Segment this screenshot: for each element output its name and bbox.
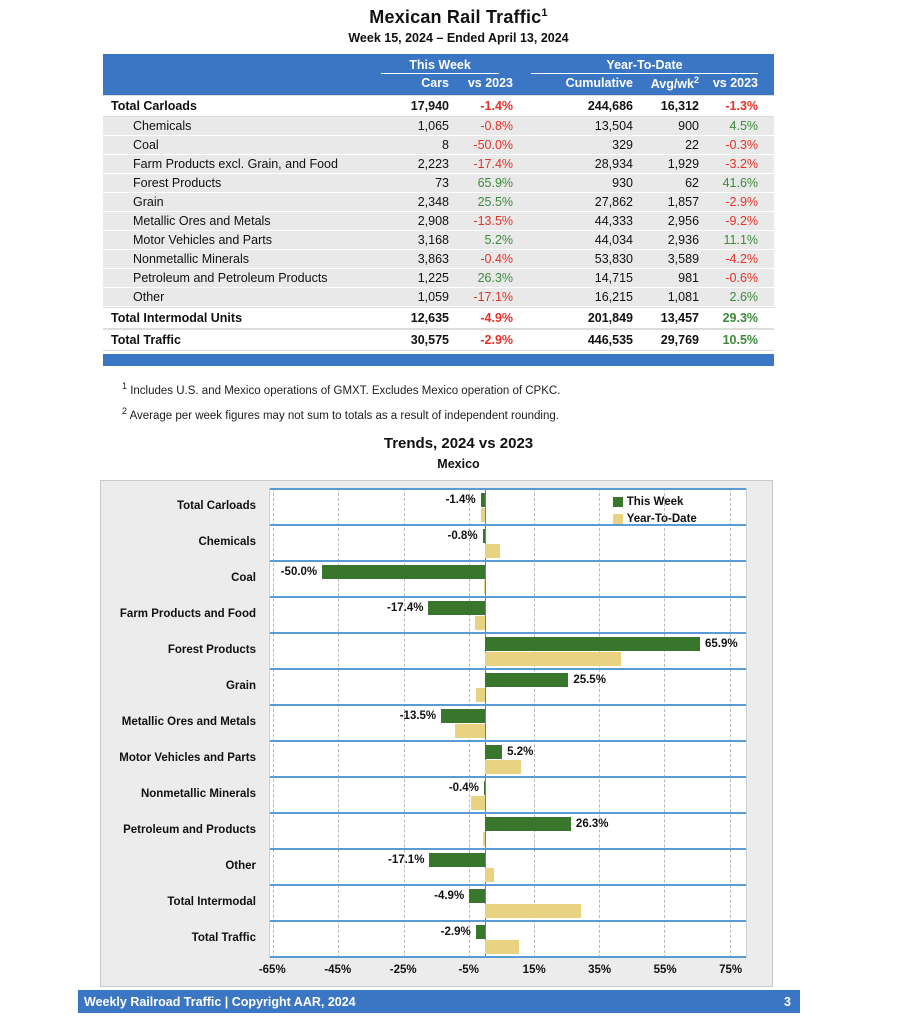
category-label: Forest Products (167, 643, 256, 656)
cars-value: 2,348 (365, 193, 451, 212)
col-header-cars: Cars (365, 74, 451, 95)
cumulative-value: 329 (515, 136, 635, 155)
table-row (103, 269, 774, 288)
gridline (273, 488, 274, 958)
cars-vs-2023-value: 65.9% (451, 174, 515, 193)
cars-vs-2023-value: -1.4% (451, 95, 515, 117)
cars-vs-2023-value: -17.1% (451, 288, 515, 307)
chart-titles (0, 435, 917, 471)
band-separator (270, 956, 746, 958)
trends-chart (100, 480, 773, 987)
bar-value-label: -2.9% (440, 925, 471, 938)
bar-value-label: -50.0% (280, 565, 318, 578)
table-row (103, 136, 774, 155)
col-header-cumulative: Cumulative (515, 74, 635, 95)
avg-per-week-value: 13,457 (635, 307, 701, 329)
bar-value-label: 65.9% (705, 637, 738, 650)
row-label: Grain (103, 193, 365, 212)
avg-per-week-value: 2,956 (635, 212, 701, 231)
cars-value: 2,908 (365, 212, 451, 231)
ytd-vs-2023-value: -4.2% (701, 250, 774, 269)
band-separator (270, 596, 746, 598)
table-column-header-row (103, 74, 774, 95)
cumulative-value: 27,862 (515, 193, 635, 212)
band-separator (270, 560, 746, 562)
col-header-vs-2023: vs 2023 (451, 74, 515, 95)
bar-year-to-date (485, 760, 521, 774)
band-separator (270, 776, 746, 778)
avg-per-week-value: 981 (635, 269, 701, 288)
ytd-vs-2023-value: -3.2% (701, 155, 774, 174)
category-label: Petroleum and Products (123, 823, 256, 836)
band-separator (270, 884, 746, 886)
gridline (534, 488, 535, 958)
x-tick-label: -65% (258, 963, 286, 976)
cumulative-value: 53,830 (515, 250, 635, 269)
traffic-table (103, 54, 774, 351)
cars-vs-2023-value: 26.3% (451, 269, 515, 288)
cars-value: 17,940 (365, 95, 451, 117)
table-row (103, 155, 774, 174)
traffic-table-header (103, 54, 774, 95)
legend-label: Year-To-Date (626, 513, 697, 526)
footer-page-number: 3 (784, 994, 791, 1009)
category-label: Chemicals (198, 535, 256, 548)
bar-value-label: 5.2% (507, 745, 534, 758)
bar-year-to-date (475, 616, 485, 630)
cars-value: 3,863 (365, 250, 451, 269)
legend-swatch-icon (613, 514, 623, 524)
bar-this-week (483, 529, 486, 543)
chart-legend (613, 494, 697, 528)
bar-value-label: -13.5% (399, 709, 437, 722)
avg-per-week-value: 1,081 (635, 288, 701, 307)
table-row (103, 250, 774, 269)
band-separator (270, 704, 746, 706)
row-label: Coal (103, 136, 365, 155)
row-label: Forest Products (103, 174, 365, 193)
col-header-avg-wk: Avg/$wk^2$ (635, 74, 701, 95)
row-label: Total Traffic (103, 329, 365, 351)
bar-year-to-date (485, 868, 493, 882)
bar-value-label: -17.4% (387, 601, 424, 614)
legend-label: This Week (626, 496, 684, 509)
ytd-vs-2023-value: 11.1% (701, 231, 774, 250)
bar-year-to-date (485, 544, 500, 558)
bar-value-label: -0.4% (448, 781, 479, 794)
cumulative-value: 16,215 (515, 288, 635, 307)
row-label: Farm Products excl. Grain, and Food (103, 155, 365, 174)
cars-vs-2023-value: -4.9% (451, 307, 515, 329)
band-separator (270, 740, 746, 742)
cars-value: 1,059 (365, 288, 451, 307)
bar-this-week (485, 673, 568, 687)
cars-value: 30,575 (365, 329, 451, 351)
x-tick-label: 55% (653, 963, 677, 976)
cars-value: 1,225 (365, 269, 451, 288)
cumulative-value: 13,504 (515, 117, 635, 136)
bar-year-to-date (483, 832, 485, 846)
bar-value-label: -1.4% (445, 493, 476, 506)
category-label: Farm Products and Food (119, 607, 256, 620)
header-spacer (103, 74, 365, 95)
bar-value-label: 26.3% (575, 817, 609, 830)
avg-per-week-value: 22 (635, 136, 701, 155)
ytd-vs-2023-value: 29.3% (701, 307, 774, 329)
category-label: Total Carloads (176, 499, 256, 512)
cumulative-value: 14,715 (515, 269, 635, 288)
avg-per-week-value: 16,312 (635, 95, 701, 117)
x-tick-label: -45% (324, 963, 352, 976)
bar-this-week (469, 889, 485, 903)
avg-per-week-value: 1,857 (635, 193, 701, 212)
row-label: Metallic Ores and Metals (103, 212, 365, 231)
band-separator (270, 668, 746, 670)
category-label: Motor Vehicles and Parts (119, 751, 256, 764)
band-separator (270, 920, 746, 922)
x-tick-label: 75% (719, 963, 743, 976)
bar-year-to-date (485, 904, 581, 918)
bar-year-to-date (476, 688, 485, 702)
ytd-vs-2023-value: -2.9% (701, 193, 774, 212)
footnote-1: $^1$ Includes U.S. and Mexico operations of GMXT. Excludes Mexico operation of CPKC. (122, 381, 561, 397)
cars-value: 1,065 (365, 117, 451, 136)
ytd-vs-2023-value: -0.3% (701, 136, 774, 155)
page-title-text: Mexican Rail Traffic (369, 7, 542, 27)
bar-this-week (476, 925, 485, 939)
bar-this-week (322, 565, 485, 579)
cars-vs-2023-value: -50.0% (451, 136, 515, 155)
bar-this-week (441, 709, 485, 723)
ytd-vs-2023-value: 10.5% (701, 329, 774, 351)
row-label: Nonmetallic Minerals (103, 250, 365, 269)
gridline (664, 488, 665, 958)
table-row (103, 329, 774, 351)
cars-value: 73 (365, 174, 451, 193)
cumulative-value: 930 (515, 174, 635, 193)
category-label: Total Intermodal (167, 895, 256, 908)
bar-year-to-date (471, 796, 485, 810)
category-label: Total Traffic (191, 931, 256, 944)
header-spacer (103, 54, 365, 74)
row-label: Total Intermodal Units (103, 307, 365, 329)
cars-value: 3,168 (365, 231, 451, 250)
avg-per-week-value: 900 (635, 117, 701, 136)
band-separator (270, 812, 746, 814)
cumulative-value: 201,849 (515, 307, 635, 329)
zero-axis (485, 488, 486, 958)
cumulative-value: 28,934 (515, 155, 635, 174)
bar-this-week (485, 637, 700, 651)
avgwk-footnote-marker: 2 (694, 74, 700, 85)
row-label: Petroleum and Petroleum Products (103, 269, 365, 288)
avg-per-week-value: 3,589 (635, 250, 701, 269)
chart-category-labels (101, 488, 269, 958)
ytd-vs-2023-value: 2.6% (701, 288, 774, 307)
cars-vs-2023-value: 25.5% (451, 193, 515, 212)
x-tick-label: -25% (389, 963, 417, 976)
footnote-2: $^2$ Average per week figures may not sum to totals as a result of independent rounding. (122, 405, 559, 422)
cars-vs-2023-value: -2.9% (451, 329, 515, 351)
report-header (0, 0, 917, 45)
gridline (469, 488, 470, 958)
cars-value: 2,223 (365, 155, 451, 174)
category-label: Metallic Ores and Metals (121, 715, 256, 728)
bar-year-to-date (485, 652, 621, 666)
ytd-vs-2023-value: -9.2% (701, 212, 774, 231)
group-header-year-to-date: Year-To-Date (515, 54, 774, 74)
category-label: Coal (231, 571, 256, 584)
x-tick-label: -5% (458, 963, 479, 976)
cumulative-value: 44,333 (515, 212, 635, 231)
bar-year-to-date (481, 508, 485, 522)
row-label: Total Carloads (103, 95, 365, 117)
bar-this-week (484, 781, 485, 795)
chart-subtitle: Mexico (437, 456, 480, 471)
ytd-vs-2023-value: 4.5% (701, 117, 774, 136)
page-subtitle: Week 15, 2024 – Ended April 13, 2024 (348, 31, 569, 45)
bar-this-week (485, 817, 571, 831)
cumulative-value: 446,535 (515, 329, 635, 351)
table-row (103, 193, 774, 212)
chart-grid (101, 488, 772, 982)
table-group-header-row (103, 54, 774, 74)
table-row (103, 231, 774, 250)
chart-x-axis (258, 958, 747, 982)
row-label: Chemicals (103, 117, 365, 136)
table-row (103, 95, 774, 117)
avg-per-week-value: 1,929 (635, 155, 701, 174)
chart-title: Trends, 2024 vs 2023 (383, 434, 534, 452)
cumulative-value: 44,034 (515, 231, 635, 250)
bar-this-week (428, 601, 485, 615)
page-title (0, 7, 917, 28)
bar-value-label: -17.1% (387, 853, 425, 866)
bar-value-label: -4.9% (434, 889, 465, 902)
table-row (103, 174, 774, 193)
avg-per-week-value: 62 (635, 174, 701, 193)
x-tick-label: 35% (588, 963, 612, 976)
cars-value: 8 (365, 136, 451, 155)
band-separator (270, 848, 746, 850)
category-label: Other (225, 859, 256, 872)
bar-value-label: 25.5% (573, 673, 606, 686)
bar-year-to-date (484, 580, 485, 594)
table-row (103, 117, 774, 136)
category-label: Nonmetallic Minerals (140, 787, 256, 800)
table-row (103, 212, 774, 231)
row-label: Motor Vehicles and Parts (103, 231, 365, 250)
footnotes (122, 376, 917, 426)
traffic-table-body (103, 95, 774, 351)
ytd-vs-2023-value: 41.6% (701, 174, 774, 193)
bar-this-week (481, 493, 486, 507)
cars-vs-2023-value: -13.5% (451, 212, 515, 231)
avg-per-week-value: 2,936 (635, 231, 701, 250)
cars-value: 12,635 (365, 307, 451, 329)
cumulative-value: 244,686 (515, 95, 635, 117)
legend-item (613, 511, 697, 528)
footer-text: Weekly Railroad Traffic | Copyright AAR, 2024 (84, 994, 356, 1009)
cars-vs-2023-value: 5.2% (451, 231, 515, 250)
row-label: Other (103, 288, 365, 307)
avg-per-week-value: 29,769 (635, 329, 701, 351)
cars-vs-2023-value: -17.4% (451, 155, 515, 174)
group-header-this-week: This Week (365, 54, 515, 74)
category-label: Grain (225, 679, 256, 692)
page-footer (78, 990, 800, 1013)
table-bottom-bar (103, 354, 774, 366)
x-tick-label: 15% (522, 963, 546, 976)
cars-vs-2023-value: -0.8% (451, 117, 515, 136)
bar-value-label: -0.8% (447, 529, 478, 542)
bar-year-to-date (455, 724, 485, 738)
band-separator (270, 632, 746, 634)
table-row (103, 288, 774, 307)
gridline (338, 488, 339, 958)
table-row (103, 307, 774, 329)
title-footnote-marker: 1 (541, 7, 548, 19)
ytd-vs-2023-value: -0.6% (701, 269, 774, 288)
chart-plot (269, 488, 747, 958)
legend-swatch-icon (613, 497, 623, 507)
bar-this-week (485, 745, 502, 759)
legend-item (613, 494, 697, 511)
ytd-vs-2023-value: -1.3% (701, 95, 774, 117)
bar-year-to-date (485, 940, 519, 954)
cars-vs-2023-value: -0.4% (451, 250, 515, 269)
gridline (730, 488, 731, 958)
bar-this-week (429, 853, 485, 867)
col-header-ytd-vs-2023: vs 2023 (701, 74, 774, 95)
gridline (599, 488, 600, 958)
band-separator (270, 488, 746, 490)
